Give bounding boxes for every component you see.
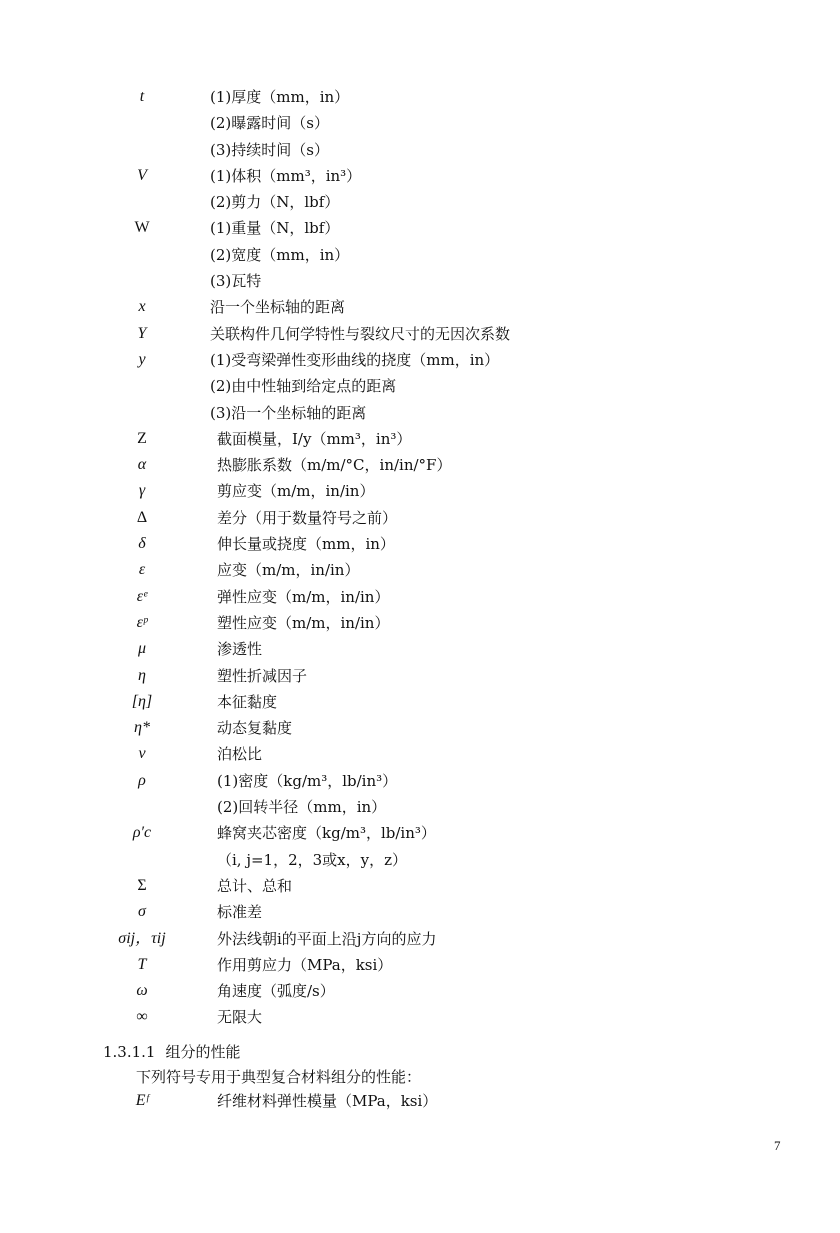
symbol-description: (2)宽度（mm，in） [210,245,350,264]
list-item [0,215,840,241]
list-item [0,610,840,636]
list-item [0,557,840,583]
symbol: δ [138,535,146,553]
symbol: ω [136,982,148,1000]
symbol-description: (1)体积（mm³，in³） [210,166,362,185]
list-item [0,1004,840,1030]
symbol-description: 渗透性 [217,640,263,659]
symbol-description: (1)厚度（mm，in） [210,88,350,106]
list-item [0,426,840,452]
symbol: x [138,298,146,316]
symbol-description: (3)瓦特 [210,272,262,291]
symbol: η [138,666,146,684]
list-item [0,741,840,767]
symbol: Σ [137,876,147,894]
list-item [0,584,840,610]
symbol-description: 无限大 [217,1008,263,1027]
symbol: ρ′c [132,824,152,842]
list-item [0,110,840,136]
list-item [0,163,840,189]
symbol-description: (2)曝露时间（s） [210,114,329,133]
symbol-description: (2)回转半径（mm，in） [217,798,387,817]
list-item [0,84,840,110]
list-item [0,452,840,478]
symbol: T [137,955,147,973]
symbol-description: 动态复黏度 [217,719,293,738]
symbol: W [134,219,150,237]
symbol: y [138,350,146,368]
symbol-description: 弹性应变（m/m，in/in） [217,587,390,606]
list-item [0,794,840,820]
symbol-description: (1)受弯梁弹性变形曲线的挠度（mm，in） [210,350,500,369]
symbol: η* [134,719,150,737]
symbol-description: 本征黏度 [217,692,278,711]
symbol-description: (2)由中性轴到给定点的距离 [210,377,397,396]
page-number: 7 [774,1138,781,1153]
list-item [0,873,840,899]
symbol: εᵖ [136,613,148,631]
symbol-description: 泊松比 [217,745,263,764]
section-intro: 下列符号专用于典型复合材料组分的性能： [136,1068,422,1086]
symbol-description: 角速度（弧度/s） [217,982,335,1001]
list-item [0,636,840,662]
symbol: ε [138,561,146,579]
symbol: Eᶠ [135,1092,149,1109]
symbol-description: 塑性应变（m/m，in/in） [217,613,390,632]
symbol-description: 热膨胀系数（m/m/°C，in/in/°F） [217,456,452,475]
list-item [0,347,840,373]
symbol-description: （i, j=1，2，3或x，y，z） [217,850,408,869]
symbol-description: 应变（m/m，in/in） [217,561,360,580]
symbol-description: 关联构件几何学特性与裂纹尺寸的无因次系数 [210,324,511,343]
symbol-description: 差分（用于数量符号之前） [217,508,398,527]
symbol-description: (3)持续时间（s） [210,140,329,159]
symbol-description: 截面模量，I/y（mm³，in³） [217,429,412,448]
list-item [0,663,840,689]
list-item [0,847,840,873]
list-item [0,1088,840,1114]
symbol: t [139,88,145,105]
symbol: ∞ [136,1008,148,1026]
symbol: V [137,166,147,184]
symbol-description: 纤维材料弹性模量（MPa，ksi） [217,1092,438,1110]
list-item [0,137,840,163]
symbol-description: 总计、总和 [217,876,293,895]
symbol: ν [138,745,146,763]
list-item [0,505,840,531]
symbol: σij，τij [118,929,166,947]
symbol: ρ [138,771,146,789]
symbol-description: (1)密度（kg/m³，lb/in³） [217,771,398,790]
list-item [0,820,840,846]
section-number: 1.3.1.1 [103,1043,156,1061]
list-item [0,321,840,347]
list-item [0,531,840,557]
symbol-description: 伸长量或挠度（mm，in） [217,535,395,554]
list-item [0,242,840,268]
symbol: μ [137,640,147,658]
symbol: Δ [136,508,148,526]
list-item [0,978,840,1004]
symbol-description: (1)重量（N，lbf） [210,219,340,238]
section-heading [103,1041,241,1062]
symbol-description: 蜂窝夹芯密度（kg/m³，lb/in³） [217,824,436,843]
symbol-description: 沿一个坐标轴的距离 [210,298,346,317]
list-item [0,689,840,715]
symbol: Y [137,324,147,342]
symbol-description: 剪应变（m/m，in/in） [217,482,375,501]
symbol-description: (3)沿一个坐标轴的距离 [210,403,367,422]
list-item [0,899,840,925]
list-item [0,926,840,952]
list-item [0,400,840,426]
list-item [0,768,840,794]
list-item [0,478,840,504]
symbol-description: 标准差 [217,903,263,922]
symbol: εᵉ [136,587,148,605]
symbol: [η] [131,692,153,710]
list-item [0,715,840,741]
symbol-description: 塑性折减因子 [217,666,308,685]
symbol: γ [138,482,146,500]
list-item [0,294,840,320]
symbol: Z [137,429,147,447]
section-title: 组分的性能 [165,1043,241,1061]
symbol-description: 外法线朝i的平面上沿j方向的应力 [217,929,437,948]
symbol-description: (2)剪力（N，lbf） [210,193,340,212]
symbol-list [0,84,840,1031]
list-item [0,373,840,399]
list-item [0,268,840,294]
symbol: σ [138,903,146,921]
symbol: α [137,456,147,474]
symbol-description: 作用剪应力（MPa，ksi） [217,955,393,974]
list-item [0,189,840,215]
list-item [0,952,840,978]
